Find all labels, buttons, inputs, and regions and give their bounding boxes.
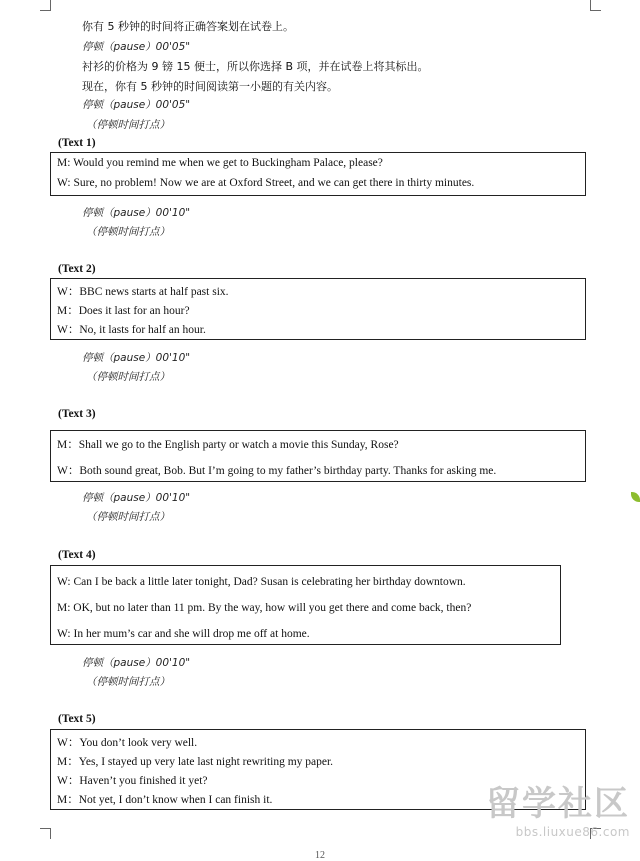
text-2-line-3: W：No, it lasts for half an hour. [57, 324, 206, 336]
text-3-line-2: W：Both sound great, Bob. But I’m going to my father’s birthday party. Thanks for asking me. [57, 465, 497, 477]
text-4-dialogue-box [50, 565, 561, 645]
text-3-heading: (Text 3) [58, 408, 96, 420]
text-3-timing-mark: （停顿时间打点） [86, 511, 170, 523]
crop-mark-top-left [40, 0, 51, 11]
text-5-heading: (Text 5) [58, 713, 96, 725]
text-3-line-1: M：Shall we go to the English party or watch a movie this Sunday, Rose? [57, 439, 399, 451]
page-number: 12 [315, 850, 325, 861]
text-5-line-1: W：You don’t look very well. [57, 737, 198, 749]
watermark-url: bbs.liuxue86.com [515, 825, 630, 839]
text-3-dialogue-box [50, 430, 586, 482]
text-1-dialogue-box [50, 152, 586, 196]
text-2-timing-mark: （停顿时间打点） [86, 371, 170, 383]
text-1-heading: (Text 1) [58, 137, 96, 149]
text-3-pause: 停顿（pause）00'10" [82, 492, 191, 504]
intro-pause-1: 停顿（pause）00'05" [82, 41, 191, 53]
intro-line-2: 衬衫的价格为 9 镑 15 便士，所以你选择 B 项，并在试卷上将其标出。 [82, 60, 429, 73]
text-4-line-2: M: OK, but no later than 11 pm. By the way, how will you get there and come back, then? [57, 602, 472, 614]
text-1-timing-mark: （停顿时间打点） [86, 226, 170, 238]
text-5-line-4: M：Not yet, I don’t know when I can finish it. [57, 794, 273, 806]
text-2-line-2: M：Does it last for an hour? [57, 305, 190, 317]
watermark-title: 留学社区 [486, 784, 630, 824]
text-1-pause: 停顿（pause）00'10" [82, 207, 191, 219]
text-4-line-1: W: Can I be back a little later tonight, Dad? Susan is celebrating her birthday downtown. [57, 576, 466, 588]
text-2-line-1: W：BBC news starts at half past six. [57, 286, 229, 298]
leaf-icon [631, 492, 640, 502]
intro-pause-2: 停顿（pause）00'05" [82, 99, 191, 111]
watermark [486, 776, 630, 839]
crop-mark-top-right [590, 0, 601, 11]
text-1-line-1: M: Would you remind me when we get to Buckingham Palace, please? [57, 157, 383, 169]
intro-line-1: 你有 5 秒钟的时间将正确答案划在试卷上。 [82, 20, 294, 33]
text-2-dialogue-box [50, 278, 586, 340]
text-4-timing-mark: （停顿时间打点） [86, 676, 170, 688]
text-4-line-3: W: In her mum’s car and she will drop me off at home. [57, 628, 310, 640]
text-1-line-2: W: Sure, no problem! Now we are at Oxford Street, and we can get there in thirty minutes. [57, 177, 475, 189]
text-4-pause: 停顿（pause）00'10" [82, 657, 191, 669]
text-2-heading: (Text 2) [58, 263, 96, 275]
text-5-line-3: W：Haven’t you finished it yet? [57, 775, 208, 787]
intro-timing-mark: （停顿时间打点） [86, 119, 170, 131]
intro-line-3: 现在，你有 5 秒钟的时间阅读第一小题的有关内容。 [82, 80, 338, 93]
text-5-line-2: M：Yes, I stayed up very late last night rewriting my paper. [57, 756, 334, 768]
text-4-heading: (Text 4) [58, 549, 96, 561]
text-2-pause: 停顿（pause）00'10" [82, 352, 191, 364]
crop-mark-bottom-left [40, 828, 51, 839]
